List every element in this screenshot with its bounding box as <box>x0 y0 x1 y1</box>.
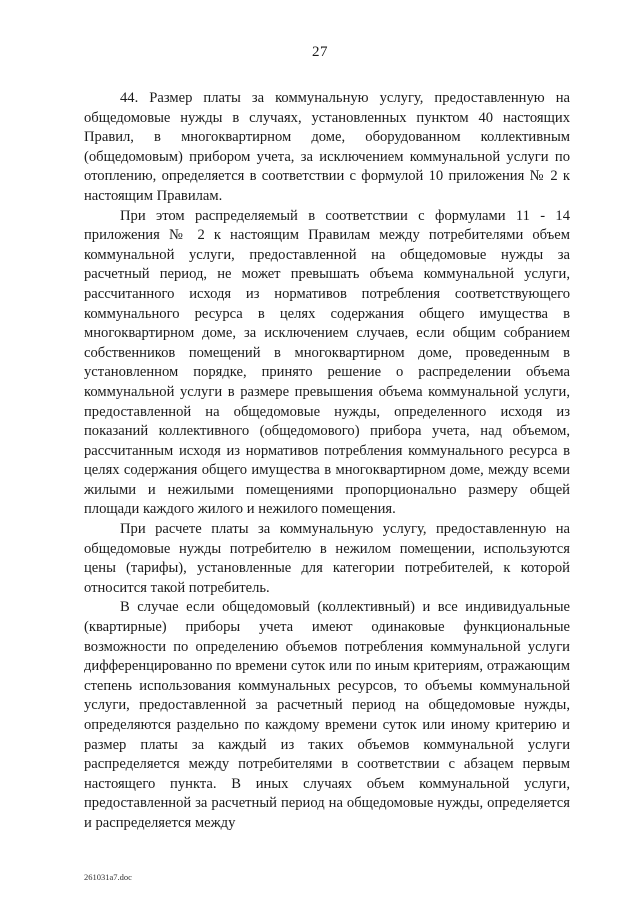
page-number: 27 <box>312 44 328 60</box>
paragraph-44: 44. Размер платы за коммунальную услугу, предоставленную на общедомовые нужды в случаях, установленных пунктом 40 настоящих Правил, в многоквартирном доме, оборудованном коллективным (общедомовым) прибором учета, за исключением коммунальной услуги по отоплению, определяется в соответствии с формулой 10 приложения № 2 к настоящим Правилам. <box>84 90 570 204</box>
footer-filename: 261031a7.doc <box>84 872 132 882</box>
paragraph-differentiated-metering: В случае если общедомовый (коллективный) и все индивидуальные (квартирные) приборы учета имеют одинаковые функциональные возможности по определению объемов потребления коммунальной услуги дифференцированно по времени суток или по иным критериям, отражающим степень использования коммунальных ресурсов, то объемы коммунальной услуги, предоставленной за расчетный период на общедомовые нужды, определяются раздельно по каждому времени суток или иному критерию и размер платы за каждый из таких объемов коммунальной услуги распределяется между потребителями в соответствии с абзацем первым настоящего пункта. В иных случаях объем коммунальной услуги, предоставленной за расчетный период на общедомовые нужды, определяется и распределяется между <box>84 599 570 831</box>
document-body <box>84 89 570 834</box>
paragraph-distribution-limit: При этом распределяемый в соответствии с формулами 11 - 14 приложения № 2 к настоящим Правилам между потребителями объем коммунальной услуги, предоставленной на общедомовые нужды за расчетный период, не может превышать объема коммунальной услуги, рассчитанного исходя из нормативов потребления соответствующего коммунального ресурса в целях содержания общего имущества в многоквартирном доме, за исключением случаев, если общим собранием собственников помещений в многоквартирном доме, проведенным в установленном порядке, принято решение о распределении объема коммунальной услуги в размере превышения объема коммунальной услуги, предоставленной на общедомовые нужды, определенного исходя из показаний коллективного (общедомового) прибора учета, над объемом, рассчитанным исходя из нормативов потребления коммунального ресурса в целях содержания общего имущества в многоквартирном доме, между всеми жилыми и нежилыми помещениями пропорционально размеру общей площади каждого жилого и нежилого помещения. <box>84 207 570 518</box>
paragraph-non-residential: При расчете платы за коммунальную услугу, предоставленную на общедомовые нужды потребителю в нежилом помещении, используются цены (тарифы), установленные для категории потребителей, к которой относится такой потребитель. <box>84 521 570 596</box>
